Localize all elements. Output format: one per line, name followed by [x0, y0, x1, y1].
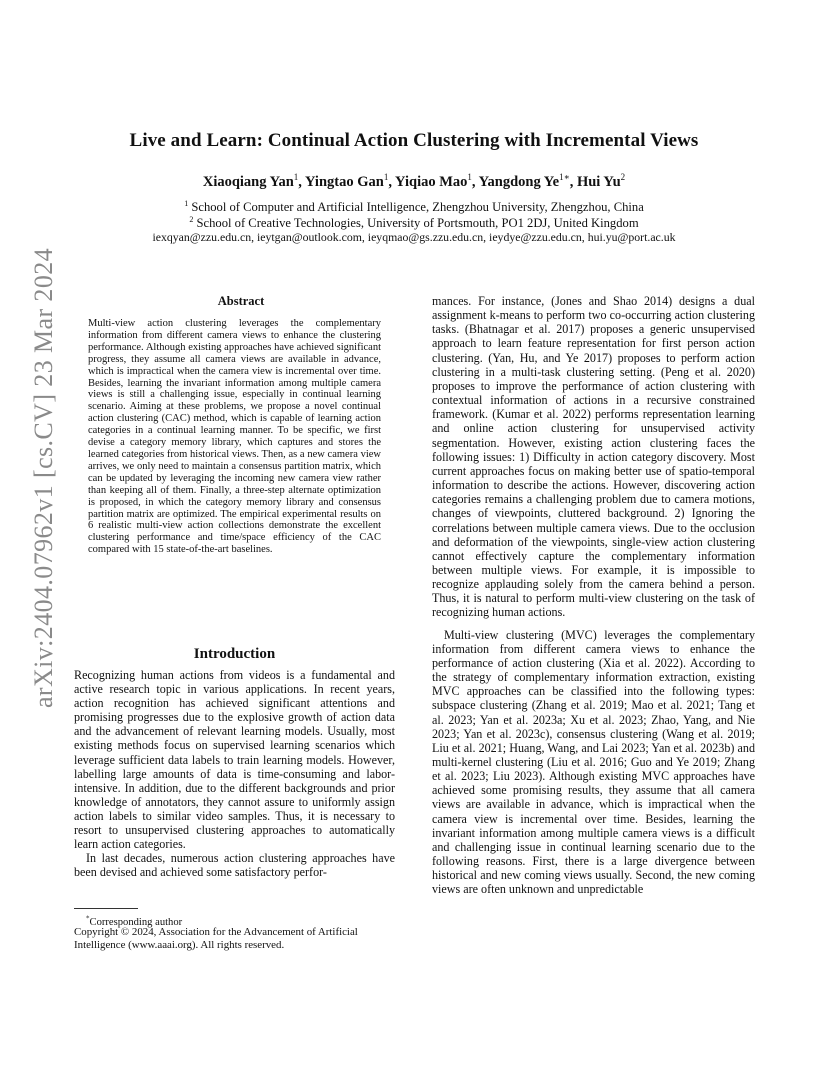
author-affiliation-mark: 1	[293, 172, 299, 182]
author-affiliation-mark: 1	[383, 172, 389, 182]
footnote: *Corresponding author	[86, 914, 183, 928]
paper-title: Live and Learn: Continual Action Clustering with Incremental Views	[129, 130, 699, 151]
arxiv-identifier-text: arXiv:2404.07962v1 [cs.CV] 23 Mar 2024	[29, 247, 58, 709]
affiliation-text: School of Computer and Artificial Intelligence, Zhengzhou University, Zhengzhou, China	[191, 200, 644, 215]
author-name: Yingtao Gan	[305, 173, 384, 190]
affiliation-text: School of Creative Technologies, University of Portsmouth, PO1 2DJ, United Kingdom	[196, 216, 639, 231]
affiliation-mark: 2	[189, 215, 194, 224]
footnote-divider	[74, 908, 138, 909]
author-list: Xiaoqiang Yan$^1$, Yingtao Gan$^1$, Yiqiao Mao$^1$, Yangdong $Ye^{1∗}$, Hui Yu$^2$	[202, 172, 626, 190]
introduction-body	[74, 668, 395, 879]
intro-paragraph: Recognizing human actions from videos is a fundamental and active research topic in various applications. In recent years, action recognition has achieved significant attentions and promising progresses due to the explosive growth of action data and the advancement of relevant learning models. Usually, most existing methods focus on supervised learning scenarios which leverage sufficient data labels to train learning models. However, labelling large amounts of data is time-consuming and labor-intensive. In addition, due to the different backgrounds and prior knowledge of annotators, they cannot assure to uniformly assign action labels to similar video samples. Thus, it is necessary to resort to unsupervised clustering approaches to automatically learn action categories.	[74, 668, 395, 852]
author-name: Yiqiao Mao	[395, 173, 468, 190]
right-column-body	[432, 294, 755, 897]
body-paragraph: Multi-view clustering (MVC) leverages the complementary information from different camera views to enhance the performance of action clustering (Xia et al. 2022). According to the strategy of complementary information extraction, existing MVC approaches can be classified into the following types: subspace clustering (Zhang et al. 2019; Mao et al. 2021; Tang et al. 2023; Yan et al. 2023a; Xu et al. 2023; Zhao, Yang, and Nie 2023; Yan et al. 2023c), consensus clustering (Wang et al. 2019; Liu et al. 2021; Huang, Wang, and Lai 2023; Yan et al. 2023b) and multi-kernel clustering (Liu et al. 2016; Guo and Ye 2019; Zhang et al. 2023; Liu 2023). Although existing MVC approaches have achieved some promising results, they assume that all camera views are available in advance, which is impractical when the camera view is incremental over time. Besides, learning the invariant information among multiple camera views is a difficult and challenging issue in continual learning scenario due to the following reasons. First, there is a large divergence between historical and new coming views usually. Second, the new coming views are often unknown and unpredictable	[432, 627, 755, 897]
affiliation-mark: 1	[184, 199, 189, 208]
abstract-heading: Abstract	[217, 294, 265, 308]
introduction-heading: Introduction	[193, 646, 276, 662]
author-affiliation-mark: 1	[467, 172, 472, 182]
author-name: Xiaoqiang Yan	[202, 173, 294, 190]
arxiv-identifier-watermark	[24, 247, 64, 709]
author-name: Yangdong Ye	[478, 173, 560, 190]
abstract-text: Multi-view action clustering leverages the complementary information from different camera views to enhance the clustering performance. Although existing approaches have achieved significant progress, they assume all camera views are available in advance, which is impractical when the camera view is incremental over time. Besides, learning the invariant information among multiple camera views is still a challenging issue, especially in continual learning scenario. Aiming at these problems, we propose a novel continual action clustering (CAC) method, which is capable of learning action categories in a continual learning manner. To be specific, we first devise a category memory library, which captures and stores the learned categories from historical views. Then, as a new camera view arrives, we only need to maintain a consensus partition matrix, which can be updated by leveraging the incoming new camera view rather than keeping all of them. Finally, a three-step alternate optimization is proposed, in which the category memory library and consensus partition matrix are optimized. The empirical experimental results on 6 realistic multi-view action collections demonstrate the excellent clustering performance and time/space efficiency of the CAC compared with 15 state-of-the-art baselines.	[88, 318, 381, 556]
intro-paragraph: In last decades, numerous action clustering approaches have been devised and achieved some satisfactory perfor-	[74, 851, 395, 880]
body-paragraph: mances. For instance, (Jones and Shao 2014) designs a dual assignment k-means to perform two co-occurring action clustering tasks. (Bhatnagar et al. 2017) proposes a generic unsupervised approach to learn feature representation for first person action clustering. (Yan, Hu, and Ye 2017) proposes to perform action clustering in a multi-task clustering setting. (Peng et al. 2020) proposes to improve the performance of action clustering with contextual information of actions in a recursive constrained framework. (Kumar et al. 2022) performs representation learning and online action clustering for unsupervised activity segmentation. However, existing action clustering faces the following issues: 1) Difficulty in action category discovery. Most current approaches focus on making better use of spatio-temporal information to describe the actions. However, discovering action categories remains a challenging problem due to camera motions, changes of viewpoints, cluttered background. 2) Ignoring the correlations between multiple camera views. Due to the occlusion and deformation of the viewpoints, single-view action clustering cannot effectively capture the complementary information between multiple views. For example, it is impossible to recognize applauding solely from the camera behind a person. Thus, it is natural to perform multi-view clustering on the task of recognizing human actions.	[432, 294, 755, 620]
author-name: Hui Yu	[576, 173, 621, 190]
corresponding-author-note: Corresponding author	[89, 916, 183, 928]
author-affiliation-mark: 2	[620, 172, 626, 182]
author-affiliation-mark: 1∗	[559, 172, 570, 182]
author-emails: iexqyan@zzu.edu.cn, ieytgan@outlook.com, ieyqmao@gs.zzu.edu.cn, ieydye@zzu.edu.cn, hui.yu@port.ac.uk	[152, 230, 676, 244]
copyright-notice: Copyright © 2024, Association for the Advancement of Artificial Intelligence (www.aaai.org). All rights reserved.	[74, 926, 358, 951]
